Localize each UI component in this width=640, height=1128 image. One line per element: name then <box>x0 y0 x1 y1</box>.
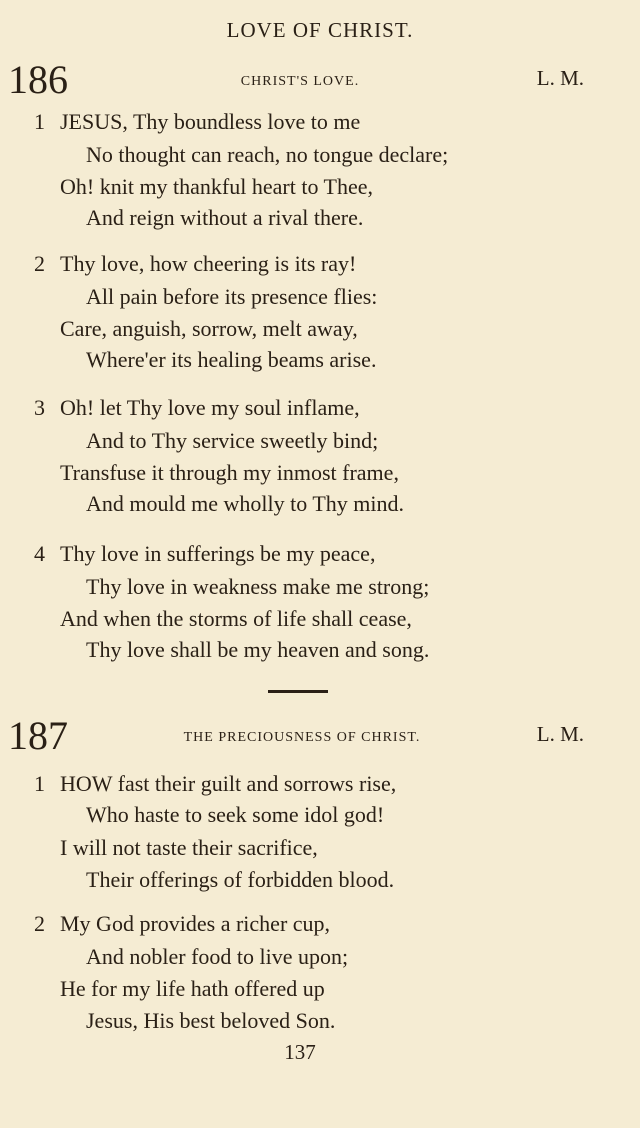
section-divider <box>268 690 328 693</box>
verse-line: Thy love, how cheering is its ray! <box>60 251 357 276</box>
page-number: 137 <box>284 1040 316 1064</box>
verse-line: Thy love shall be my heaven and song. <box>86 637 430 662</box>
verse-number: 2 <box>34 911 45 936</box>
verse-line: Transfuse it through my inmost frame, <box>60 460 399 485</box>
hymn-meter: L. M. <box>536 722 584 746</box>
verse-line: Where'er its healing beams arise. <box>86 347 377 372</box>
hymn-header <box>0 713 640 760</box>
verse-number: 1 <box>34 771 45 796</box>
verse-line: HOW fast their guilt and sorrows rise, <box>60 771 397 796</box>
hymn-title: CHRIST'S LOVE. <box>240 74 360 89</box>
verse-line: No thought can reach, no tongue declare; <box>86 142 449 167</box>
verse-line: And when the storms of life shall cease, <box>60 606 412 631</box>
verse-line: Oh! let Thy love my soul inflame, <box>60 395 360 420</box>
verse-line: JESUS, Thy boundless love to me <box>60 109 361 134</box>
hymn-number: 187 <box>8 713 68 758</box>
verse-number: 1 <box>34 109 45 134</box>
verse-line: Thy love in sufferings be my peace, <box>60 541 376 566</box>
verse-line: All pain before its presence flies: <box>86 284 378 309</box>
verse-line: Who haste to seek some idol god! <box>86 802 385 827</box>
hymn-meter: L. M. <box>536 66 584 90</box>
verse-number: 2 <box>34 251 45 276</box>
verse-number: 4 <box>34 541 45 566</box>
verse-line: I will not taste their sacrifice, <box>60 835 318 860</box>
hymn-header <box>0 57 640 104</box>
verse-line: Thy love in weakness make me strong; <box>86 574 430 599</box>
verse-number: 3 <box>34 395 45 420</box>
verse-line: Care, anguish, sorrow, melt away, <box>60 316 358 341</box>
verse-line: My God provides a richer cup, <box>60 911 331 936</box>
verse-line: And to Thy service sweetly bind; <box>86 428 379 453</box>
verse-line: Jesus, His best beloved Son. <box>86 1008 336 1033</box>
verse-line: He for my life hath offered up <box>60 976 325 1001</box>
hymn-number: 186 <box>8 57 68 102</box>
running-head: LOVE OF CHRIST. <box>226 18 414 42</box>
verse-line: Oh! knit my thankful heart to Thee, <box>60 174 374 199</box>
hymn-title: THE PRECIOUSNESS OF CHRIST. <box>183 730 421 745</box>
verse-line: And reign without a rival there. <box>86 205 364 230</box>
verse-line: And nobler food to live upon; <box>86 944 349 969</box>
verse-line: Their offerings of forbidden blood. <box>86 867 395 892</box>
verse-line: And mould me wholly to Thy mind. <box>86 491 404 516</box>
